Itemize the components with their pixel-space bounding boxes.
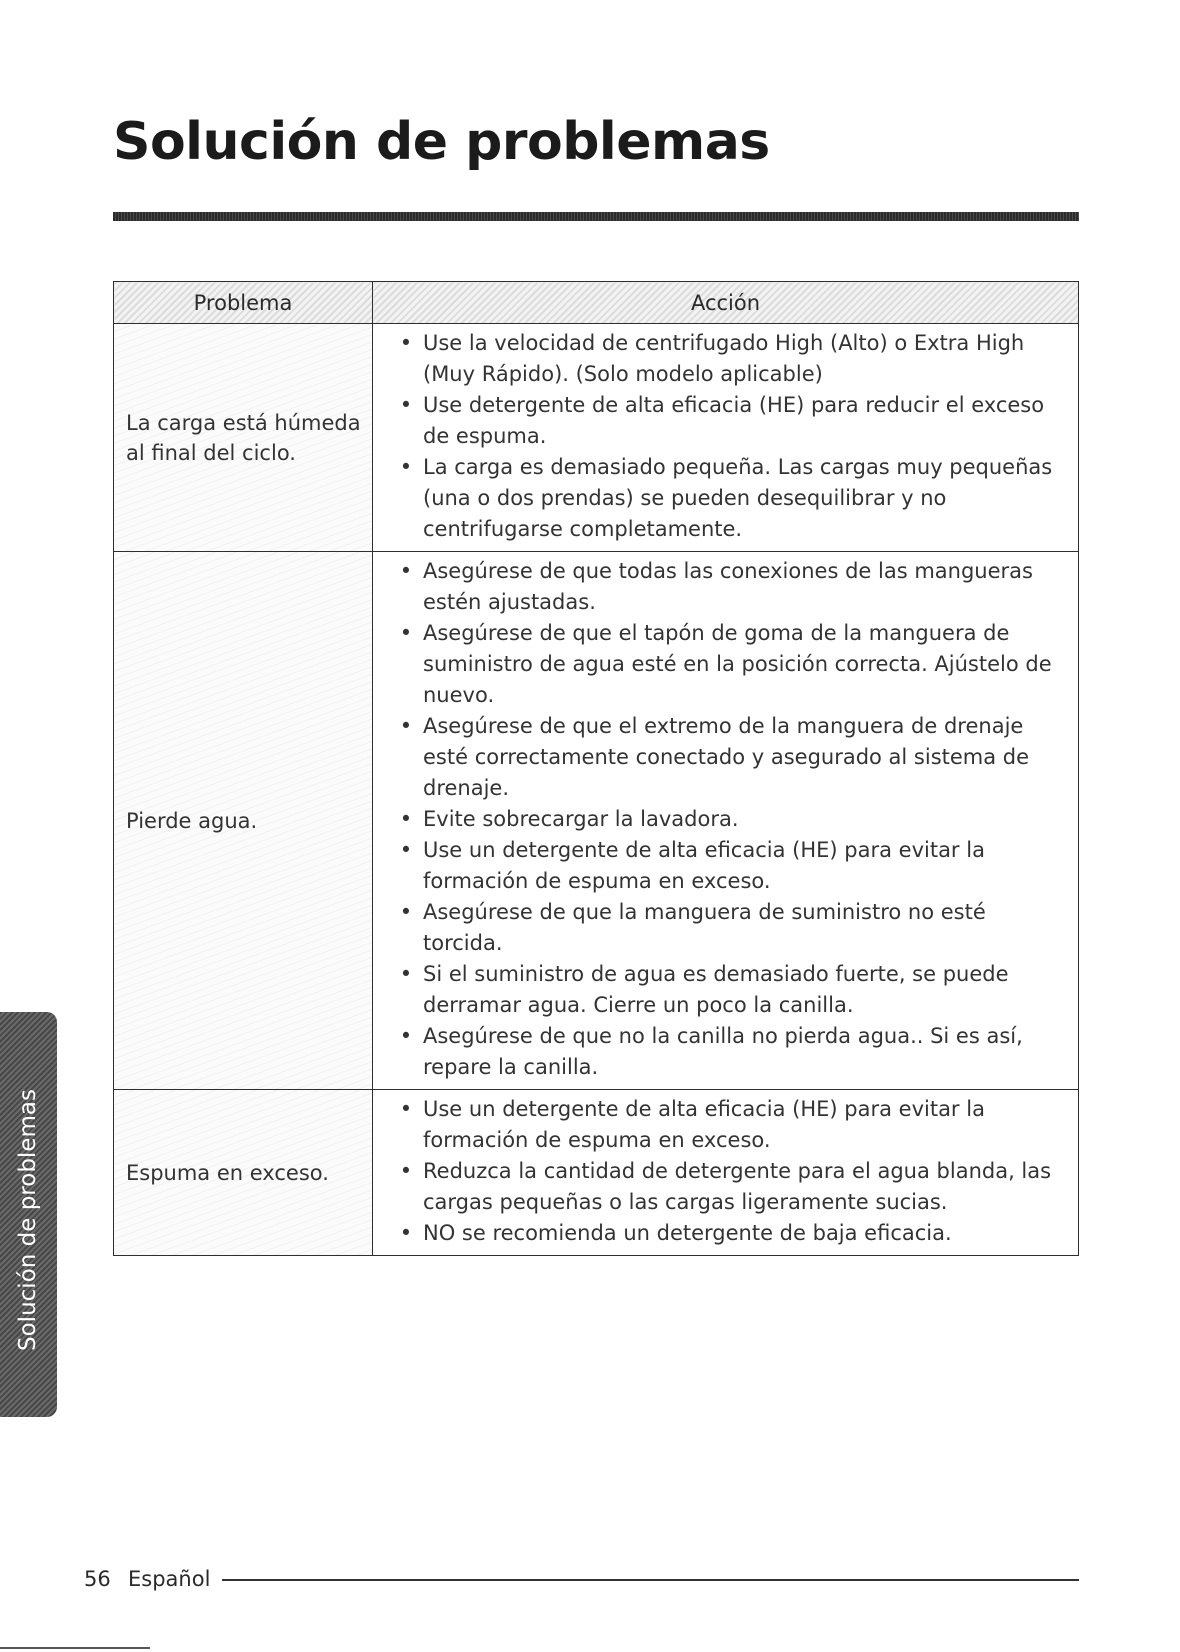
list-item xyxy=(399,1094,1056,1156)
action-text: Use un detergente de alta eficacia (HE) para evitar la formación de espuma en exceso. xyxy=(423,1097,985,1152)
action-text: Asegúrese de que el extremo de la manguera de drenaje esté correctamente conectado y asegurado al sistema de drenaje. xyxy=(423,714,1030,800)
section-side-tab xyxy=(0,1012,57,1417)
action-text: NO se recomienda un detergente de baja eficacia. xyxy=(423,1221,952,1245)
table-row xyxy=(114,552,1079,1090)
bullet-icon: • xyxy=(399,962,413,986)
action-cell xyxy=(373,552,1079,1090)
bullet-icon: • xyxy=(399,1097,413,1121)
problem-cell: Espuma en exceso. xyxy=(114,1090,373,1256)
action-text: Asegúrese de que el tapón de goma de la manguera de suministro de agua esté en la posición correcta. Ajústelo de nuevo. xyxy=(423,621,1052,707)
list-item xyxy=(399,390,1056,452)
table-row xyxy=(114,324,1079,552)
bullet-icon: • xyxy=(399,331,413,355)
header-action: Acción xyxy=(373,282,1079,324)
list-item xyxy=(399,1021,1056,1083)
list-item xyxy=(399,1156,1056,1218)
action-text: La carga es demasiado pequeña. Las cargas muy pequeñas (una o dos prendas) se pueden desequilibrar y no centrifugarse completamente. xyxy=(423,455,1053,541)
list-item xyxy=(399,897,1056,959)
bullet-icon: • xyxy=(399,621,413,645)
action-text: Reduzca la cantidad de detergente para el agua blanda, las cargas pequeñas o las cargas ligeramente sucias. xyxy=(423,1159,1052,1214)
side-tab-label: Solución de problemas xyxy=(15,1089,41,1351)
action-text: Evite sobrecargar la lavadora. xyxy=(423,807,739,831)
footer-language: Español xyxy=(128,1567,211,1591)
bullet-icon: • xyxy=(399,900,413,924)
page-title: Solución de problemas xyxy=(113,112,770,172)
list-item xyxy=(399,618,1056,711)
header-problem: Problema xyxy=(114,282,373,324)
bullet-icon: • xyxy=(399,1159,413,1183)
footer-page-number: 56 xyxy=(84,1567,111,1591)
troubleshooting-table xyxy=(113,281,1079,1256)
action-text: Asegúrese de que la manguera de suministro no esté torcida. xyxy=(423,900,986,955)
table-row xyxy=(114,1090,1079,1256)
bullet-icon: • xyxy=(399,1221,413,1245)
list-item xyxy=(399,711,1056,804)
action-text: Use detergente de alta eficacia (HE) para reducir el exceso de espuma. xyxy=(423,393,1045,448)
action-text: Use la velocidad de centrifugado High (Alto) o Extra High (Muy Rápido). (Solo modelo aplicable) xyxy=(423,331,1025,386)
action-cell xyxy=(373,1090,1079,1256)
list-item xyxy=(399,452,1056,545)
list-item xyxy=(399,835,1056,897)
action-text: Asegúrese de que no la canilla no pierda agua.. Si es así, repare la canilla. xyxy=(423,1024,1023,1079)
bullet-icon: • xyxy=(399,807,413,831)
action-list xyxy=(399,556,1056,1083)
action-list xyxy=(399,328,1056,545)
action-text: Asegúrese de que todas las conexiones de las mangueras estén ajustadas. xyxy=(423,559,1033,614)
problem-cell: Pierde agua. xyxy=(114,552,373,1090)
problem-cell: La carga está húmeda al final del ciclo. xyxy=(114,324,373,552)
action-text: Use un detergente de alta eficacia (HE) para evitar la formación de espuma en exceso. xyxy=(423,838,985,893)
bullet-icon: • xyxy=(399,1024,413,1048)
title-rule xyxy=(113,212,1079,221)
action-cell xyxy=(373,324,1079,552)
bullet-icon: • xyxy=(399,455,413,479)
table-header-row xyxy=(114,282,1079,324)
list-item xyxy=(399,556,1056,618)
list-item xyxy=(399,1218,1056,1249)
list-item xyxy=(399,959,1056,1021)
bullet-icon: • xyxy=(399,838,413,862)
action-list xyxy=(399,1094,1056,1249)
bullet-icon: • xyxy=(399,393,413,417)
bullet-icon: • xyxy=(399,559,413,583)
footer-rule xyxy=(222,1579,1079,1581)
action-text: Si el suministro de agua es demasiado fuerte, se puede derramar agua. Cierre un poco la canilla. xyxy=(423,962,1009,1017)
bottom-edge-mark xyxy=(0,1647,150,1649)
list-item xyxy=(399,328,1056,390)
list-item xyxy=(399,804,1056,835)
bullet-icon: • xyxy=(399,714,413,738)
